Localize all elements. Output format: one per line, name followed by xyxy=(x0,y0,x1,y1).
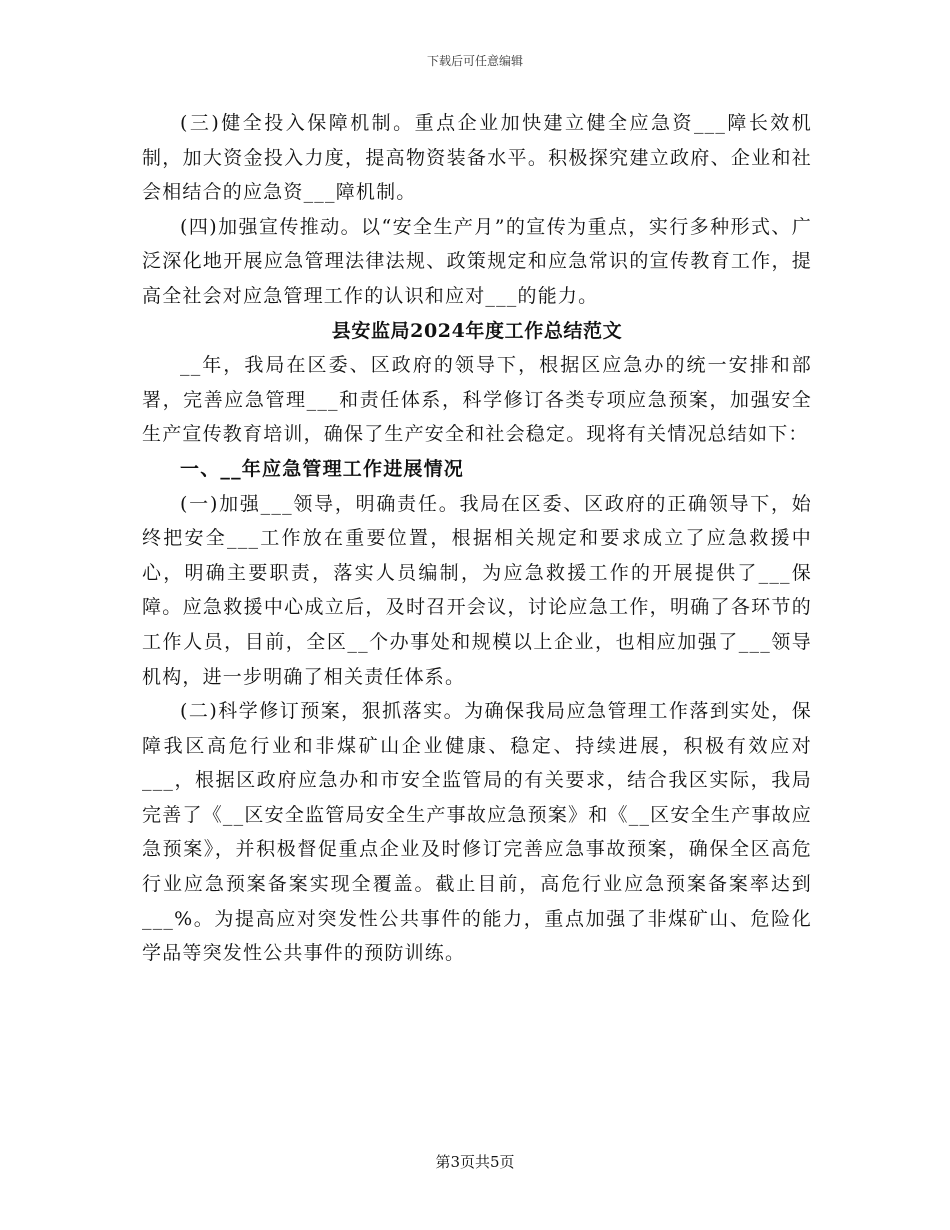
paragraph-investment-guarantee: (三)健全投入保障机制。重点企业加快建立健全应急资___障长效机制，加大资金投入力度，提高物资装备水平。积极探究建立政府、企业和社会相结合的应急资___障机制。 xyxy=(142,112,812,204)
document-body xyxy=(142,106,812,971)
paragraph-emergency-plans: (二)科学修订预案，狠抓落实。为确保我局应急管理工作落到实处，保障我区高危行业和非煤矿山企业健康、稳定、持续进展，积极有效应对___，根据区政府应急办和市安全监管局的有关要求，结合我区实际，我局完善了《__区安全监管局安全生产事故应急预案》和《__区安全生产事故应急预案》，并积极督促重点企业及时修订完善应急事故预案，确保全区高危行业应急预案备案实现全覆盖。截止目前，高危行业应急预案备案率达到___%。为提高应对突发性公共事件的能力，重点加强了非煤矿山、危险化学品等突发性公共事件的预防训练。 xyxy=(142,700,812,965)
page-footer: 第3页共5页 xyxy=(435,1153,515,1171)
document-title: 县安监局2024年度工作总结范文 xyxy=(331,319,623,342)
section-heading: 一、__年应急管理工作进展情况 xyxy=(180,457,465,480)
paragraph-publicity: (四)加强宣传推动。以“安全生产月”的宣传为重点，实行多种形式、广泛深化地开展应急管理法律法规、政策规定和应急常识的宣传教育工作，提高全社会对应急管理工作的认识和应对___的能力。 xyxy=(142,215,812,307)
paragraph-leadership: (一)加强___领导，明确责任。我局在区委、区政府的正确领导下，始终把安全___工作放在重要位置，根据相关规定和要求成立了应急救援中心，明确主要职责，落实人员编制，为应急救援工作的开展提供了___保障。应急救援中心成立后，及时召开会议，讨论应急工作，明确了各环节的工作人员，目前，全区__个办事处和规模以上企业，也相应加强了___领导机构，进一步明确了相关责任体系。 xyxy=(142,492,812,688)
page-header: 下载后可任意编辑 xyxy=(426,54,523,68)
paragraph-introduction: __年，我局在区委、区政府的领导下，根据区应急办的统一安排和部署，完善应急管理___和责任体系，科学修订各类专项应急预案，加强安全生产宣传教育培训，确保了生产安全和社会稳定。现将有关情况总结如下： xyxy=(142,354,812,446)
